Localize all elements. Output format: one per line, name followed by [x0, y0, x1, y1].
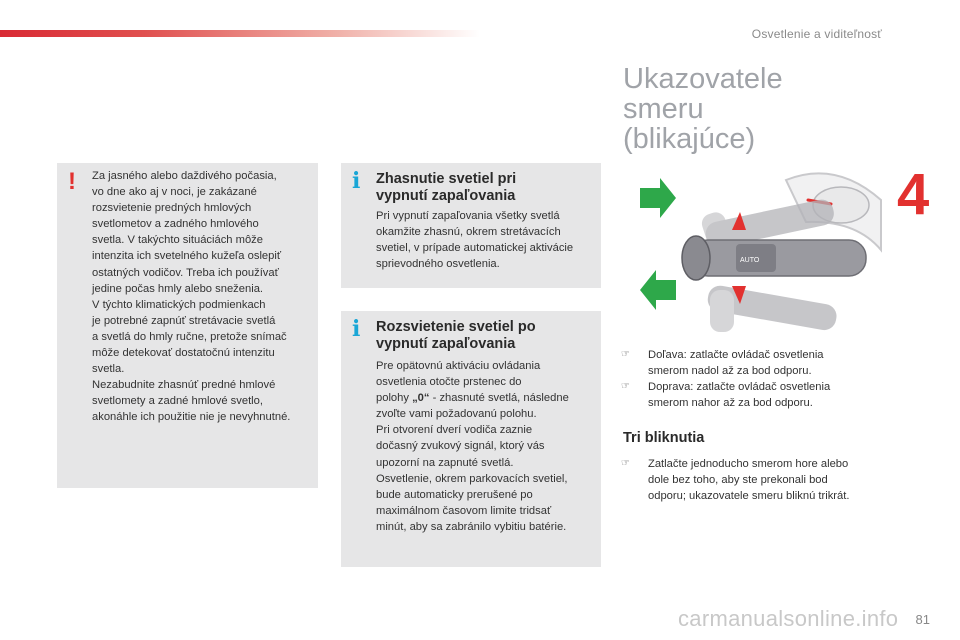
arrow-up-icon	[640, 178, 676, 218]
three-flashes-title: Tri bliknutia	[623, 430, 705, 446]
info-box-1-text: Pri vypnutí zapaľovania všetky svetlá okamžite zhasnú, okrem stretávacích svetiel, v prípade automatickej aktivácie sprievodného osvetlenia.	[376, 210, 574, 271]
info-box-2-title: Rozsvietenie svetiel po vypnutí zapaľovania	[376, 319, 536, 352]
bullet-three-flashes	[621, 456, 883, 504]
info-box-1-title: Zhasnutie svetiel pri vypnutí zapaľovania	[376, 171, 517, 204]
info-icon: i	[352, 168, 361, 194]
info-box-2-text	[376, 358, 598, 535]
exclamation-icon: !	[68, 168, 76, 195]
info-box-2-text-bold: „0“	[412, 392, 430, 405]
arrow-down-icon	[640, 270, 676, 310]
lever-auto-label: AUTO	[740, 257, 760, 264]
pointing-hand-icon: ☞	[621, 349, 630, 360]
bullet-right	[621, 379, 891, 411]
warning-text: Za jasného alebo daždivého počasia, vo dne ako aj v noci, je zakázané rozsvietenie predných hmlových svetlometov a zadného hmlového svetla. V takýchto situáciách môže intenzita ich svetelného kužeľa oslepiť ostatných vodičov. Treba ich používať jedine počas hmly alebo sneženia. V týchto klimatických podmienkach je potrebné zapnúť stretávacie svetlá a svetlá do hmly ručne, pretože snímač môže detekovať dostatočnú intenzitu svetla. Nezabudnite zhasnúť predné hmlové svetlomety a zadné hmlové svetlo, akonáhle ich použitie nie je nevyhnutné.	[92, 170, 291, 424]
pointing-hand-icon: ☞	[621, 458, 630, 469]
bullet-three-flashes-text: Zatlačte jednoducho smerom hore alebo dole bez toho, aby ste prekonali bod odporu; ukazovatele smeru bliknú trikrát.	[648, 458, 850, 503]
info-icon: i	[352, 316, 361, 342]
pointing-hand-icon: ☞	[621, 381, 630, 393]
lever-main	[682, 236, 866, 280]
info-box-2-text-after: - zhasnuté svetlá, následne zvoľte vami požadovanú polohu. Pri otvorení dverí vodiča zaznie dočasný zvukový signál, ktorý vás upozorní na zapnuté svetlá. Osvetlenie, okrem parkovacích svetiel, bude automaticky prerušené po maximálnom časovom limite tridsať minút, aby sa zabránilo vybitiu batérie.	[376, 392, 569, 533]
turn-signal-lever-illustration	[636, 160, 886, 335]
watermark: carmanualsonline.info	[678, 606, 899, 631]
header-accent-bar	[0, 30, 480, 37]
lever-down-ghost	[706, 284, 839, 332]
chapter-number: 4	[897, 162, 930, 227]
bullet-left-text: Doľava: zatlačte ovládač osvetlenia smerom nadol až za bod odporu.	[648, 349, 824, 378]
bullet-right-text: Doprava: zatlačte ovládač osvetlenia smerom nahor až za bod odporu.	[648, 381, 831, 410]
page-header-title: Osvetlenie a viditeľnosť	[751, 27, 882, 41]
info-box-2-text-before: Pre opätovnú aktiváciu ovládania osvetlenia otočte prstenec do polohy	[376, 360, 541, 405]
page-number: 81	[915, 612, 930, 627]
three-flashes-bullets	[621, 456, 883, 504]
section-title: Ukazovatele smeru (blikajúce)	[623, 63, 783, 155]
bullet-left	[621, 347, 891, 379]
turn-signal-bullets	[621, 347, 891, 411]
